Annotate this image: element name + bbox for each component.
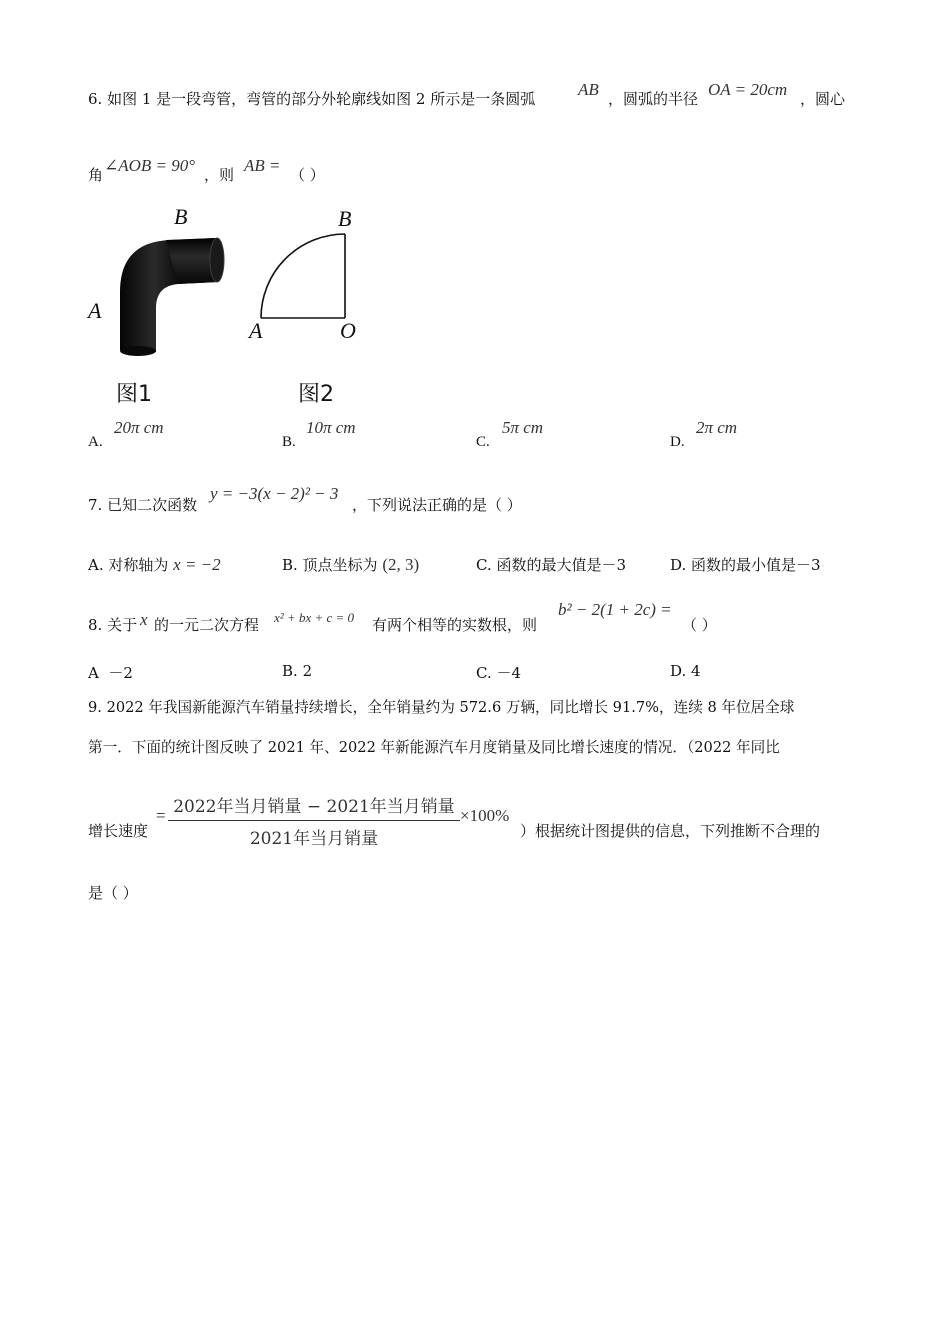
q8-option-d-letter: D. xyxy=(670,662,687,680)
q6-stem-text: 6. 如图 1 是一段弯管，弯管的部分外轮廓线如图 2 所示是一条圆弧 xyxy=(88,90,536,108)
q6-then: ，则 xyxy=(204,166,235,184)
q8-prefix: 8. 关于 xyxy=(88,616,138,634)
q6-line2-prefix: 角 xyxy=(88,166,104,184)
fig1-label-a: A xyxy=(88,298,102,323)
q6-answer-paren: （ ） xyxy=(290,166,325,184)
q6-option-a-letter: A. xyxy=(88,434,103,450)
q6-oa-equation: OA = 20cm xyxy=(708,80,788,99)
q7-option-b-math: (2, 3) xyxy=(382,555,420,574)
fig2-caption: 图2 xyxy=(298,382,334,407)
q7-option-d: D. 函数的最小值是－3 xyxy=(670,556,821,574)
q6-figure1-pipe xyxy=(86,200,236,360)
fig2-label-b: B xyxy=(338,206,352,231)
q6-option-c-letter: C. xyxy=(476,434,490,450)
q6-option-a-value: 20π cm xyxy=(114,418,164,437)
q8-option-a xyxy=(88,662,133,683)
fig2-label-o: O xyxy=(340,318,356,343)
q8-option-b-value: 2 xyxy=(302,662,313,680)
q9-line1: 9. 2022 年我国新能源汽车销量持续增长，全年销量约为 572.6 万辆，同比增长 91.7%，连续 8 年位居全球 xyxy=(88,699,795,716)
q9-times-100: ×100% xyxy=(460,806,510,825)
fig1-caption: 图1 xyxy=(116,382,152,407)
q7-suffix: ，下列说法正确的是（ ） xyxy=(352,496,522,514)
q9-fraction-numerator: 2022年当月销量 − 2021年当月销量 xyxy=(168,792,460,821)
q6-comma2: ，圆心 xyxy=(800,90,846,108)
q9-line3-suffix: ）根据统计图提供的信息，下列推断不合理的 xyxy=(520,822,821,840)
q6-option-d-value: 2π cm xyxy=(696,418,738,437)
q7-option-b-text: B. 顶点坐标为 xyxy=(282,556,378,574)
q6-line1 xyxy=(88,88,535,109)
q8-option-d xyxy=(670,662,701,680)
q7-option-b xyxy=(282,554,419,575)
q8-expression: b² − 2(1 + 2c) = xyxy=(558,600,672,619)
q8-var-x: x xyxy=(140,610,148,629)
q8-mid2: 有两个相等的实数根，则 xyxy=(372,616,538,634)
q6-angle: ∠AOB = 90° xyxy=(104,156,196,175)
fig1-label-b: B xyxy=(174,204,188,229)
q7-option-a-math: x = −2 xyxy=(173,555,221,574)
q8-option-c xyxy=(476,662,521,683)
q6-option-c-value: 5π cm xyxy=(502,418,544,437)
q8-option-c-value: －4 xyxy=(496,664,522,682)
q9-eq-sign: = xyxy=(156,806,166,825)
q8-option-a-value: －2 xyxy=(108,664,133,682)
q8-option-b xyxy=(282,662,312,680)
q7-prefix: 7. 已知二次函数 xyxy=(88,496,198,514)
q8-option-b-letter: B. xyxy=(282,662,298,680)
q7-option-c: C. 函数的最大值是－3 xyxy=(476,556,627,574)
q7-option-a-text: A. 对称轴为 xyxy=(88,556,169,574)
q9-line2: 第一．下面的统计图反映了 2021 年、2022 年新能源汽车月度销量及同比增长速度的情况．（2022 年同比 xyxy=(88,739,780,756)
q8-mid: 的一元二次方程 xyxy=(154,616,260,634)
q8-option-d-value: 4 xyxy=(691,662,701,680)
q8-option-c-letter: C. xyxy=(476,664,492,682)
q9-line4: 是（ ） xyxy=(88,884,138,902)
q6-option-b-value: 10π cm xyxy=(306,418,356,437)
q9-fraction-denominator: 2021年当月销量 xyxy=(249,829,379,849)
q6-arc-ab: AB xyxy=(578,80,599,99)
q6-option-d-letter: D. xyxy=(670,434,685,450)
q6-arc-ab-equation: AB = xyxy=(244,156,281,175)
q7-function: y = −3(x − 2)² − 3 xyxy=(210,484,339,503)
q6-figure2-arc xyxy=(255,230,355,325)
q8-answer-paren: （ ） xyxy=(682,616,717,634)
q7-option-a xyxy=(88,554,221,575)
fig2-label-a: A xyxy=(249,318,263,343)
q6-comma1: ，圆弧的半径 xyxy=(608,90,699,108)
q8-option-a-letter: A xyxy=(88,664,99,682)
q9-line3-prefix: 增长速度 xyxy=(88,822,149,840)
q8-equation: x² + bx + c = 0 xyxy=(274,610,355,625)
q6-option-b-letter: B. xyxy=(282,434,296,450)
q9-growth-fraction xyxy=(168,792,460,849)
